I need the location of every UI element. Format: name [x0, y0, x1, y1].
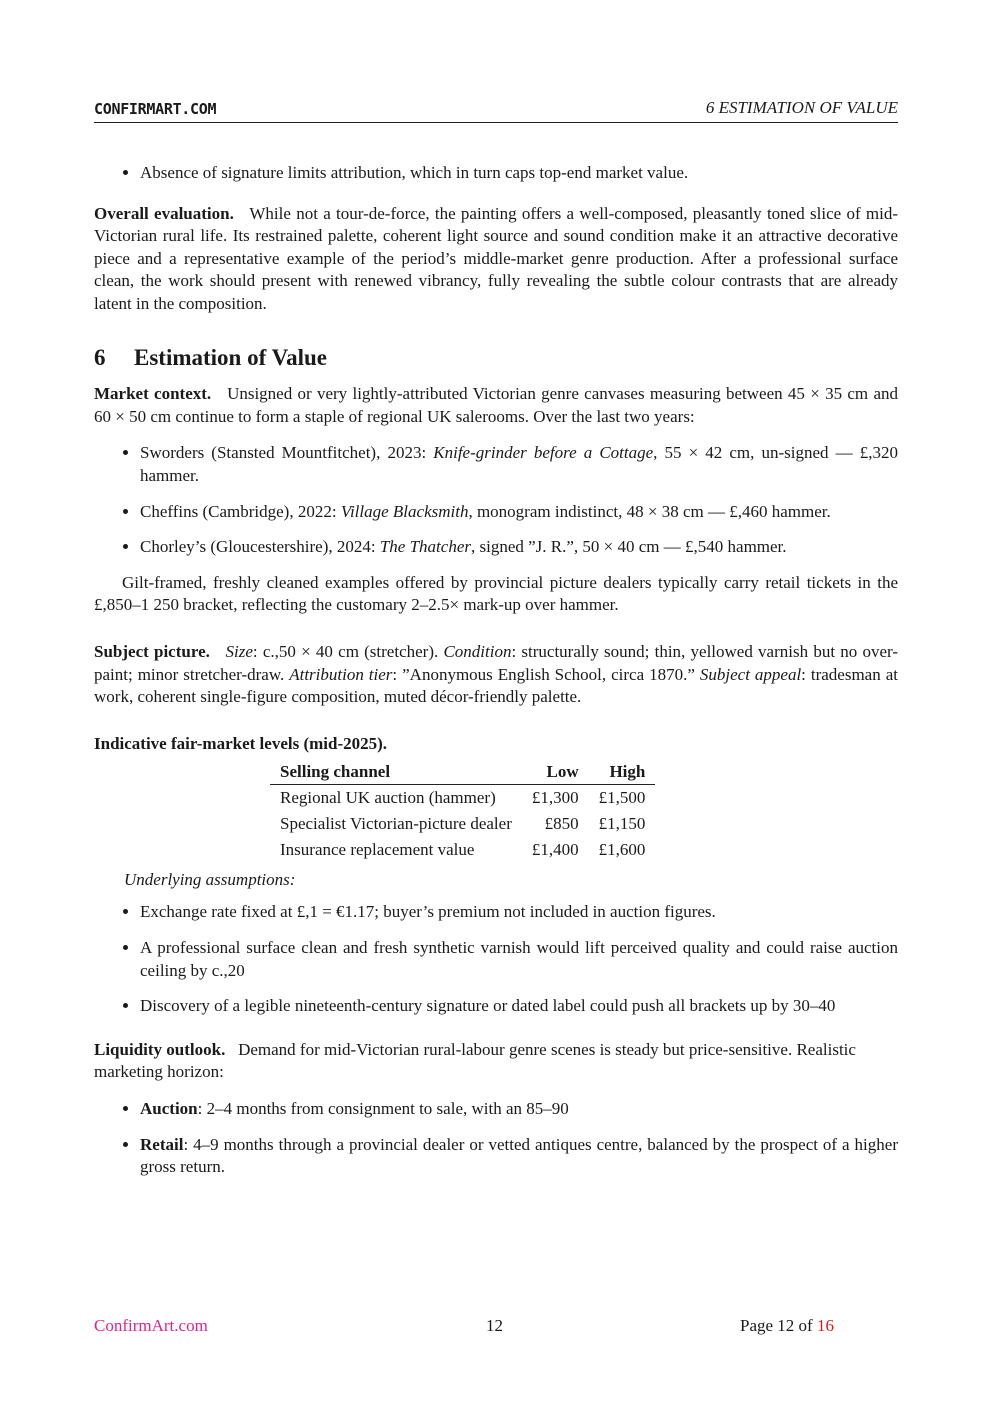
fair-market-levels-title: Indicative fair-market levels (mid-2025). [94, 733, 388, 753]
subject-picture-paragraph: Subject picture. Size: c.,50 × 40 cm (stretcher). Condition: structurally sound; thin, yellowed varnish but no over-paint; minor stretcher-draw. Attribution tier: ”Anonymous English School, circa 1870.” Subject appeal: tradesman at work, coherent single-figure composition, muted décor-friendly palette. [94, 641, 899, 707]
column-header: Selling channel [270, 761, 522, 784]
table-header-row [270, 761, 655, 784]
list-item: • Retail: 4–9 months through a provincial dealer or vetted antiques centre, balanced by the prospect of a higher gross return. [140, 1134, 898, 1179]
intro-bullet-list [94, 162, 898, 185]
liquidity-list [94, 1098, 898, 1179]
list-item: • Chorley’s (Gloucestershire), 2024: The Thatcher, signed ”J. R.”, 50 × 40 cm — £,540 hammer. [140, 536, 898, 559]
header-section-title: 6 ESTIMATION OF VALUE [705, 98, 898, 117]
list-item: • A professional surface clean and fresh synthetic varnish would lift perceived quality and could raise auction ceiling by c.,20 [140, 937, 898, 982]
assumptions-list [94, 901, 898, 1017]
list-item: • Sworders (Stansted Mountfitchet), 2023: Knife-grinder before a Cottage, 55 × 42 cm, un-signed — £,320 hammer. [140, 442, 898, 487]
page-body [94, 162, 898, 1192]
liquidity-outlook-label: Liquidity outlook. [94, 1039, 226, 1059]
comparable-sales-list [94, 442, 898, 558]
subject-picture-label: Subject picture. [94, 641, 210, 661]
table-row: Insurance replacement value £1,400 £1,600 [280, 839, 646, 859]
overall-evaluation-paragraph [94, 203, 898, 316]
table-row: Specialist Victorian-picture dealer £850 £1,150 [280, 813, 646, 833]
list-item: • Cheffins (Cambridge), 2022: Village Blacksmith, monogram indistinct, 48 × 38 cm — £,460 hammer. [140, 501, 898, 524]
overall-evaluation-label: Overall evaluation. [94, 203, 234, 223]
liquidity-outlook-paragraph [94, 1039, 898, 1084]
column-header: Low [522, 761, 589, 784]
section-title: Estimation of Value [134, 344, 327, 370]
list-item: • Discovery of a legible nineteenth-century signature or dated label could push all brackets up by 30–40 [140, 995, 898, 1018]
list-item: • Absence of signature limits attribution, which in turn caps top-end market value. [140, 162, 898, 185]
liquidity-outlook-text: Demand for mid-Victorian rural-labour genre scenes is steady but price-sensitive. Realistic marketing horizon: [94, 1039, 856, 1082]
table-row: Regional UK auction (hammer) £1,300 £1,500 [280, 787, 646, 807]
assumptions-label: Underlying assumptions: [124, 869, 296, 889]
overall-evaluation-text: While not a tour-de-force, the painting offers a well-composed, pleasantly toned slice of mid-Victorian rural life. Its restrained palette, coherent light source and sound condition make it an attractive decorative piece and a representative example of the period’s middle-market genre production. After a professional surface clean, the work should present with renewed vibrancy, fully revealing the subtle colour contrasts that are already latent in the composition. [94, 203, 898, 313]
footer-page-number: 12 [486, 1316, 503, 1335]
section-number: 6 [94, 344, 106, 370]
market-context-text: Unsigned or very lightly-attributed Victorian genre canvases measuring between 45 × 35 cm and 60 × 50 cm continue to form a staple of regional UK salerooms. Over the last two years: [94, 384, 898, 426]
column-header: High [589, 761, 656, 784]
footer-page-count: Page 12 of 16 [740, 1316, 834, 1335]
market-context-label: Market context. [94, 384, 212, 404]
footer-site-link[interactable]: ConfirmArt.com [94, 1316, 208, 1335]
list-item: • Auction: 2–4 months from consignment to sale, with an 85–90 [140, 1098, 898, 1121]
market-context-paragraph [94, 383, 898, 428]
list-item: • Exchange rate fixed at £,1 = €1.17; buyer’s premium not included in auction figures. [140, 901, 898, 924]
header-logo: CONFIRMART.COM [94, 100, 217, 118]
footer-total-pages-link[interactable]: 16 [816, 1316, 834, 1335]
running-header [94, 98, 898, 123]
retail-note-paragraph: Gilt-framed, freshly cleaned examples offered by provincial picture dealers typically carry retail tickets in the £,850–1 250 bracket, reflecting the customary 2–2.5× mark-up over hammer. [94, 572, 898, 615]
section-heading [94, 344, 898, 370]
fair-market-levels-table [270, 761, 655, 863]
